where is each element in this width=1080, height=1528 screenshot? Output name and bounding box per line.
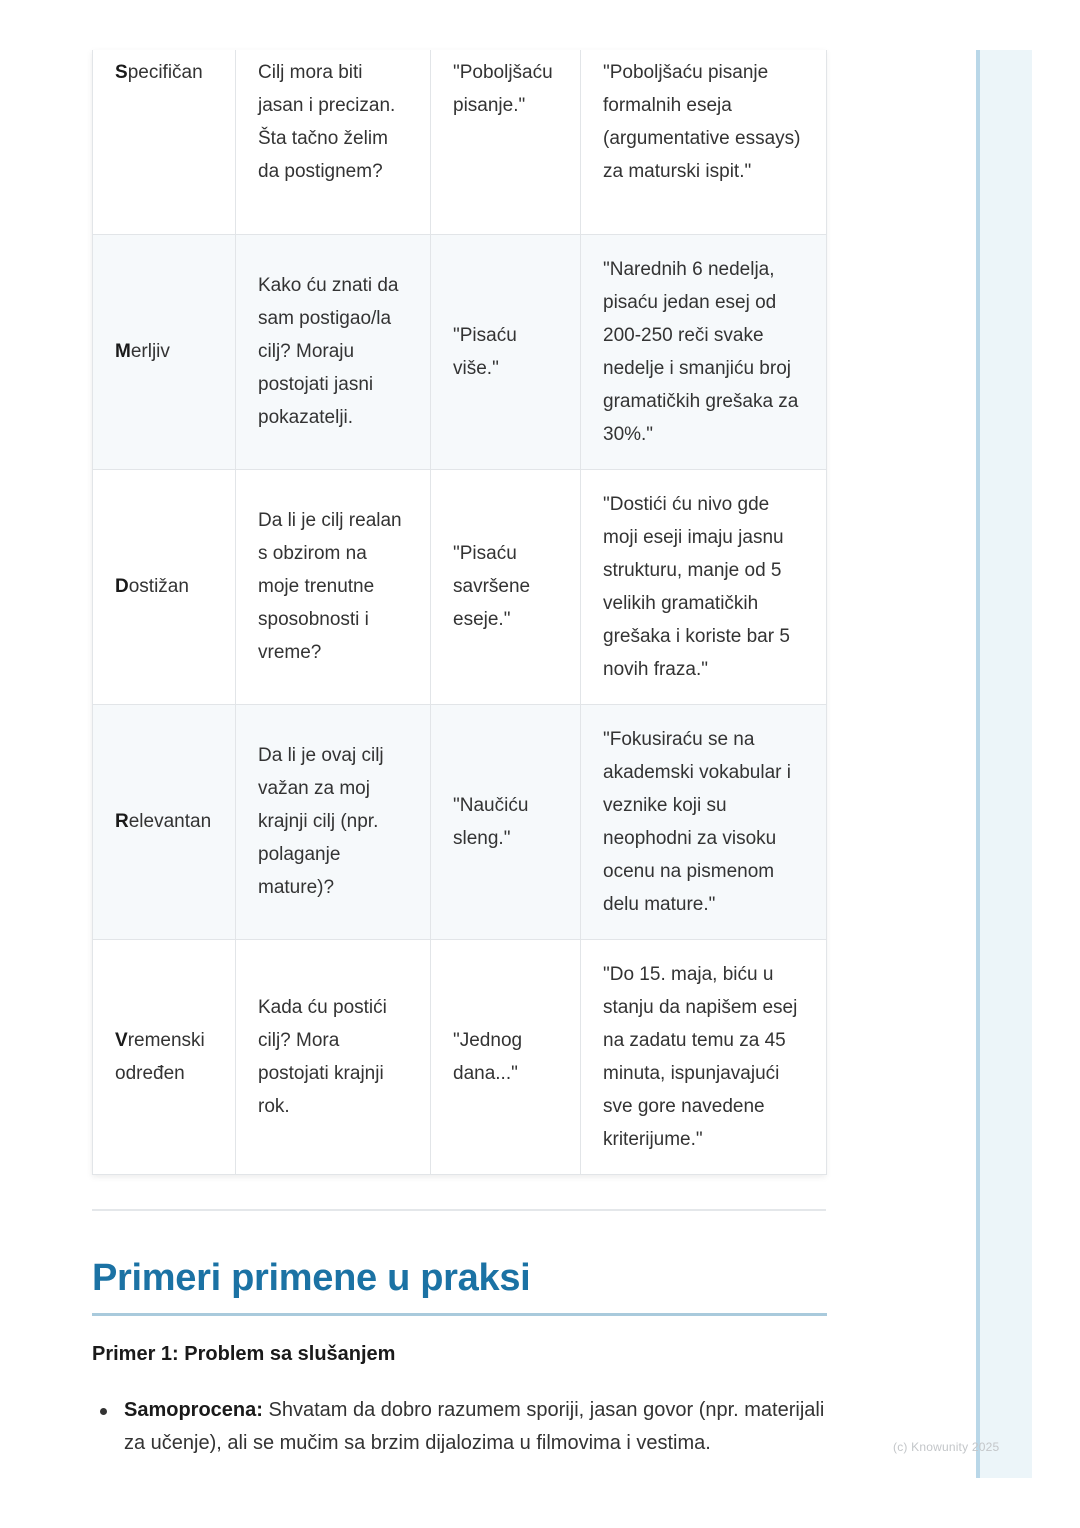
bad-example-cell: "Pisaću više." [431,234,581,469]
criterion-cell [93,234,236,469]
table-row [93,234,827,469]
bad-example-cell: "Poboljšaću pisanje." [431,50,581,234]
title-underline [92,1313,827,1316]
good-example-cell: "Poboljšaću pisanje formalnih eseja (argumentative essays) za maturski ispit." [581,50,827,234]
list-item [92,1394,832,1460]
question-cell: Da li je cilj realan s obzirom na moje trenutne sposobnosti i vreme? [236,469,431,704]
criterion-cell [93,469,236,704]
bad-example-cell: "Jednog dana..." [431,939,581,1174]
criterion-cell [93,50,236,234]
criterion-rest: elevantan [128,811,212,832]
criterion-rest: pecifičan [127,62,203,83]
bullet-label: Samoprocena: [124,1399,263,1421]
section-divider [92,1209,826,1211]
example-subheading: Primer 1: Problem sa slušanjem [92,1343,396,1365]
table-row [93,939,827,1174]
side-panel [976,50,1032,1478]
good-example-cell: "Fokusiraću se na akademski vokabular i veznike koji su neophodni za visoku ocenu na pismenom delu mature." [581,704,827,939]
criterion-letter: V [115,1029,128,1051]
smart-goals-table [92,50,826,1175]
table-row [93,704,827,939]
good-example-cell: "Do 15. maja, biću u stanju da napišem esej na zadatu temu za 45 minuta, ispunjavajući sve gore navedene kriterijume." [581,939,827,1174]
question-cell: Kada ću postići cilj? Mora postojati krajnji rok. [236,939,431,1174]
table-row [93,50,827,234]
criterion-letter: S [115,62,128,83]
section-title: Primeri primene u praksi [92,1257,531,1299]
bad-example-cell: "Pisaću savršene eseje." [431,469,581,704]
criterion-letter: R [115,811,129,832]
bullet-text: Shvatam da dobro razumem sporiji, jasan govor (npr. materijali za učenje), ali se mučim sa brzim dijalozima u filmovima i vestima. [124,1399,825,1454]
good-example-cell: "Narednih 6 nedelja, pisaću jedan esej od 200-250 reči svake nedelje i smanjiću broj gramatičkih grešaka za 30%." [581,234,827,469]
good-example-cell: "Dostići ću nivo gde moji eseji imaju jasnu strukturu, manje od 5 velikih gramatičkih grešaka i koriste bar 5 novih fraza." [581,469,827,704]
criterion-rest: erljiv [130,341,170,362]
question-cell: Kako ću znati da sam postigao/la cilj? Moraju postojati jasni pokazatelji. [236,234,431,469]
bullet-icon [100,1408,107,1415]
criterion-cell [93,704,236,939]
example-bullet-list [92,1394,832,1460]
criterion-cell [93,939,236,1174]
watermark: (c) Knowunity 2025 [893,1440,1000,1454]
criterion-rest: remenski određen [115,1029,205,1084]
criterion-rest: ostižan [128,576,189,597]
criterion-letter: D [115,576,129,597]
bad-example-cell: "Naučiću sleng." [431,704,581,939]
table-row [93,469,827,704]
criterion-letter: M [115,341,131,362]
question-cell: Da li je ovaj cilj važan za moj krajnji cilj (npr. polaganje mature)? [236,704,431,939]
question-cell: Cilj mora biti jasan i precizan. Šta tačno želim da postignem? [236,50,431,234]
